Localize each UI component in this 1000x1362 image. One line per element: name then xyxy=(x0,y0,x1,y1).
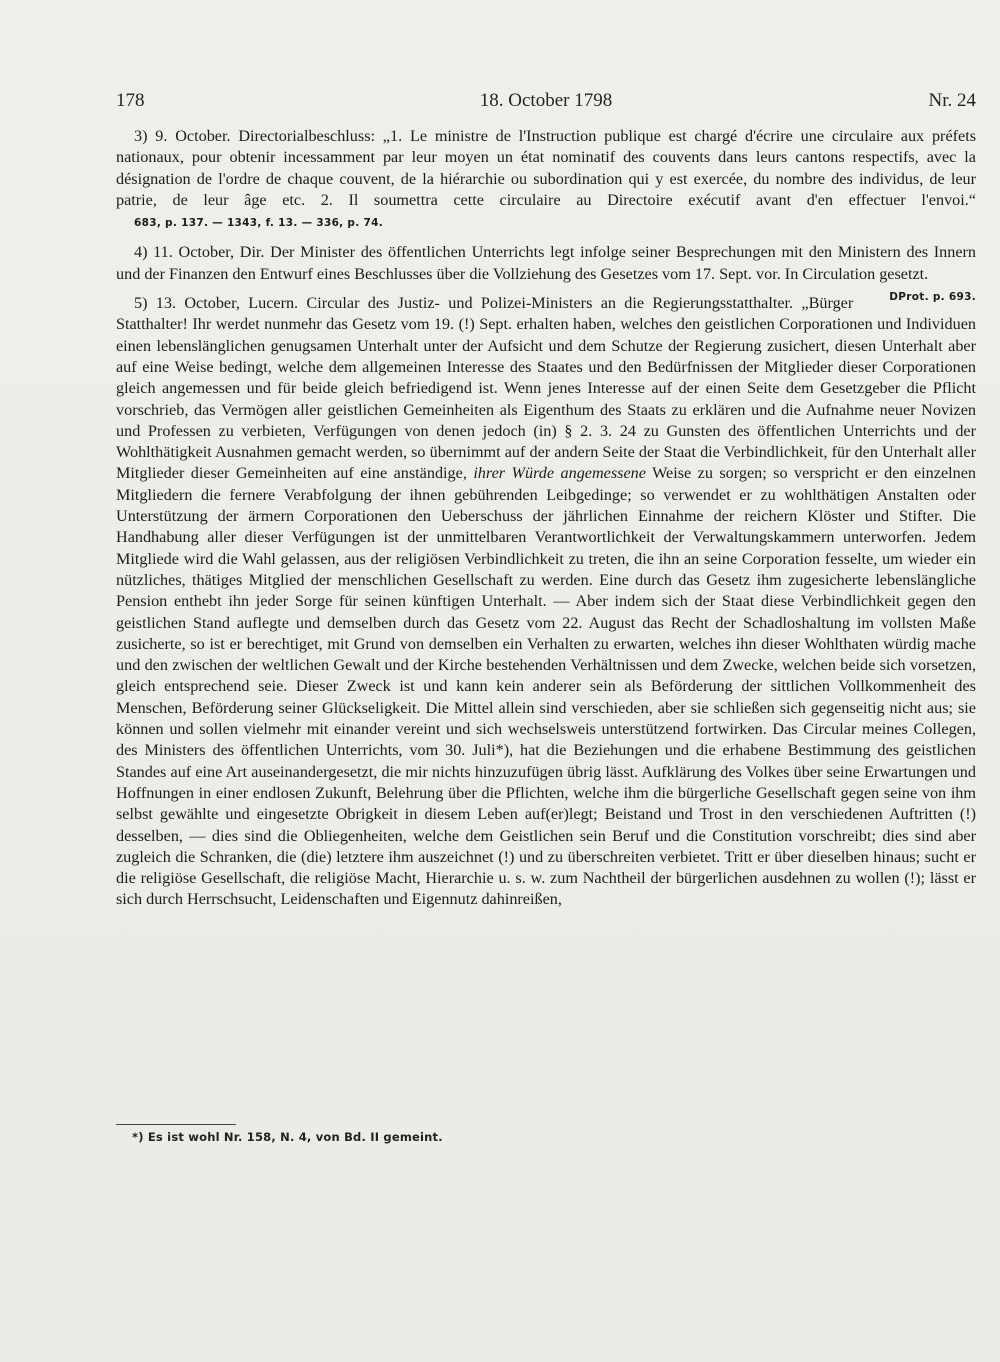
running-title: 18. October 1798 xyxy=(479,90,613,111)
entry-paragraph xyxy=(116,293,976,911)
source-reference: 683, p. 137. — 1343, f. 13. — 336, p. 74. xyxy=(134,217,383,230)
footnote: *) Es ist wohl Nr. 158, N. 4, von Bd. II gemeint. xyxy=(132,1130,443,1144)
footnote-divider xyxy=(116,1124,236,1125)
italic-emphasis: ihrer Würde angemessene xyxy=(473,464,646,483)
source-reference: DProt. p. 693. xyxy=(889,291,976,304)
entry-text-continued: Weise zu sorgen; so verspricht er den einzelnen Mitgliedern die fernere Verabfolgung der ihnen gebührenden Leibgedinge; so verwendet er zu wohlthätigen Anstalten oder Unterstützung der ärmern Corporationen den Ueberschuss der jährlichen Einnahme der reichern Klöster und Stifter. Die Handhabung aller dieser Verfügungen ist der unmittelbaren Verantwortlichkeit der Verwaltungskammern unterworfen. Jedem Mitgliede wird die Wahl gelassen, aus der religiösen Verbindlichkeit zu treten, die ihn an seine Corporation fesselte, um wieder ein nützliches, thätiges Mitglied der menschlichen Gesellschaft zu werden. Eine durch das Gesetz ihm zugesicherte lebenslängliche Pension enthebt ihn jeder Sorge für seinen künftigen Unterhalt. — Aber indem sich der Staat diese Verbindlichkeit gegen den geistlichen Stand auflegte und demselben durch das Gesetz vom 22. August das Recht der Schadloshaltung im vollsten Maße zusicherte, so ist er berechtiget, mit Grund von demselben ein Verhalten zu erwarten, welches ihn dieser Wohlthaten würdig mache und den zwischen der weltlichen Gewalt und der Kirche bestehenden Verhältnissen und dem Zwecke, welchen beide sich vorsetzen, gleich entsprechend seie. Dieser Zweck ist und kann kein anderer sein als Beförderung der sittlichen Vollkommenheit des Menschen, Beförderung seiner Glückseligkeit. Die Mittel allein sind verschieden, aber sie schließen sich gegenseitig nicht aus; sie können und sollen vielmehr mit einander vereint und sich wechselsweis unterstützend fortwirken. Das Circular meines Collegen, des Ministers des öffentlichen Unterrichts, vom 30. Juli*), hat die Beziehungen und die erhabene Bestimmung des geistlichen Standes auf eine Art auseinandergesetzt, die mir nichts hinzuzufügen übrig lässt. Aufklärung des Volkes über seine Erwartungen und Hoffnungen in einer endlosen Zukunft, Belehrung über die Pflichten, welche ihm die bürgerliche Gesellschaft gegen seine von ihm selbst gewählte und eingesetzte Obrigkeit in diesem Leben auf(er)legt; Beistand und Trost in den verschiedenen Auftritten (!) desselben, — dies sind die Obliegenheiten, welche dem Geistlichen sein Beruf und die Constitution vorschreibt; dies sind aber zugleich die Schranken, die (die) letztere ihm auszeichnet (!) und zu überschreiten verbietet. Tritt er über dieselben hinaus; sucht er die religiöse Gesellschaft, die religiöse Macht, Hierarchie u. s. w. zum Nachtheil der bürgerlichen ausdehnen zu wollen (!); lässt er sich durch Herrschsucht, Leidenschaften und Eigennutz dahinreißen, xyxy=(116,464,976,909)
page-number: 178 xyxy=(116,90,145,111)
entry-text: 5) 13. October, Lucern. Circular des Justiz- und Polizei-Ministers an die Regierungsstatthalter. „Bürger Statthalter! Ihr werdet nunmehr das Gesetz vom 19. (!) Sept. erhalten haben, welches den geistlichen Corporationen und Individuen einen lebenslänglichen genugsamen Unterhalt unter der Aufsicht und dem Schutze der Regierung zusichert, diesen Unterhalt aber auf eine Weise bedingt, welche dem allgemeinen Interesse des Staates und den Bedürfnissen der Mitglieder dieser Corporationen gleich angemessen und für beide gleich befriedigend ist. Wenn jenes Interesse auf der einen Seite dem Gesetzgeber die Pflicht vorschrieb, das Vermögen aller geistlichen Gemeinheiten als Eigenthum des Staats zu erklären und die Aufnahme neuer Novizen und Professen zu verbieten, Verfügungen von denen jedoch (in) § 2. 3. 24 zu Gunsten des öffentlichen Unterrichts und der Wohlthätigkeit Ausnahmen gemacht werden, so übernimmt auf der andern Seite der Staat die Verbindlichkeit, für den Unterhalt aller Mitglieder dieser Gemeinheiten auf eine anständige, xyxy=(116,294,976,483)
entry-paragraph xyxy=(116,242,976,304)
page-header xyxy=(116,90,976,116)
entry-paragraph xyxy=(116,126,976,234)
document-number: Nr. 24 xyxy=(928,90,976,111)
entry-text: 4) 11. October, Dir. Der Minister des öffentlichen Unterrichts legt infolge seiner Besprechungen mit den Ministern des Innern und der Finanzen den Entwurf eines Beschlusses über die Vollziehung des Gesetzes vom 17. Sept. vor. In Circulation gesetzt. xyxy=(116,243,976,283)
main-text xyxy=(116,126,976,911)
entry-text: 3) 9. October. Directorialbeschluss: „1. Le ministre de l'Instruction publique est chargé d'écrire une circulaire aux préfets nationaux, pour obtenir incessamment par leur moyen un état nominatif des couvents dans leurs cantons respectifs, avec la désignation de l'ordre de chaque couvent, de la hiérarchie ou subordination qui y est exercée, du nombre des individus, de leur patrie, de leur âge etc. 2. Il soumettra cette circulaire au Directoire exécutif avant d'en effectuer l'envoi.“ xyxy=(116,127,976,209)
